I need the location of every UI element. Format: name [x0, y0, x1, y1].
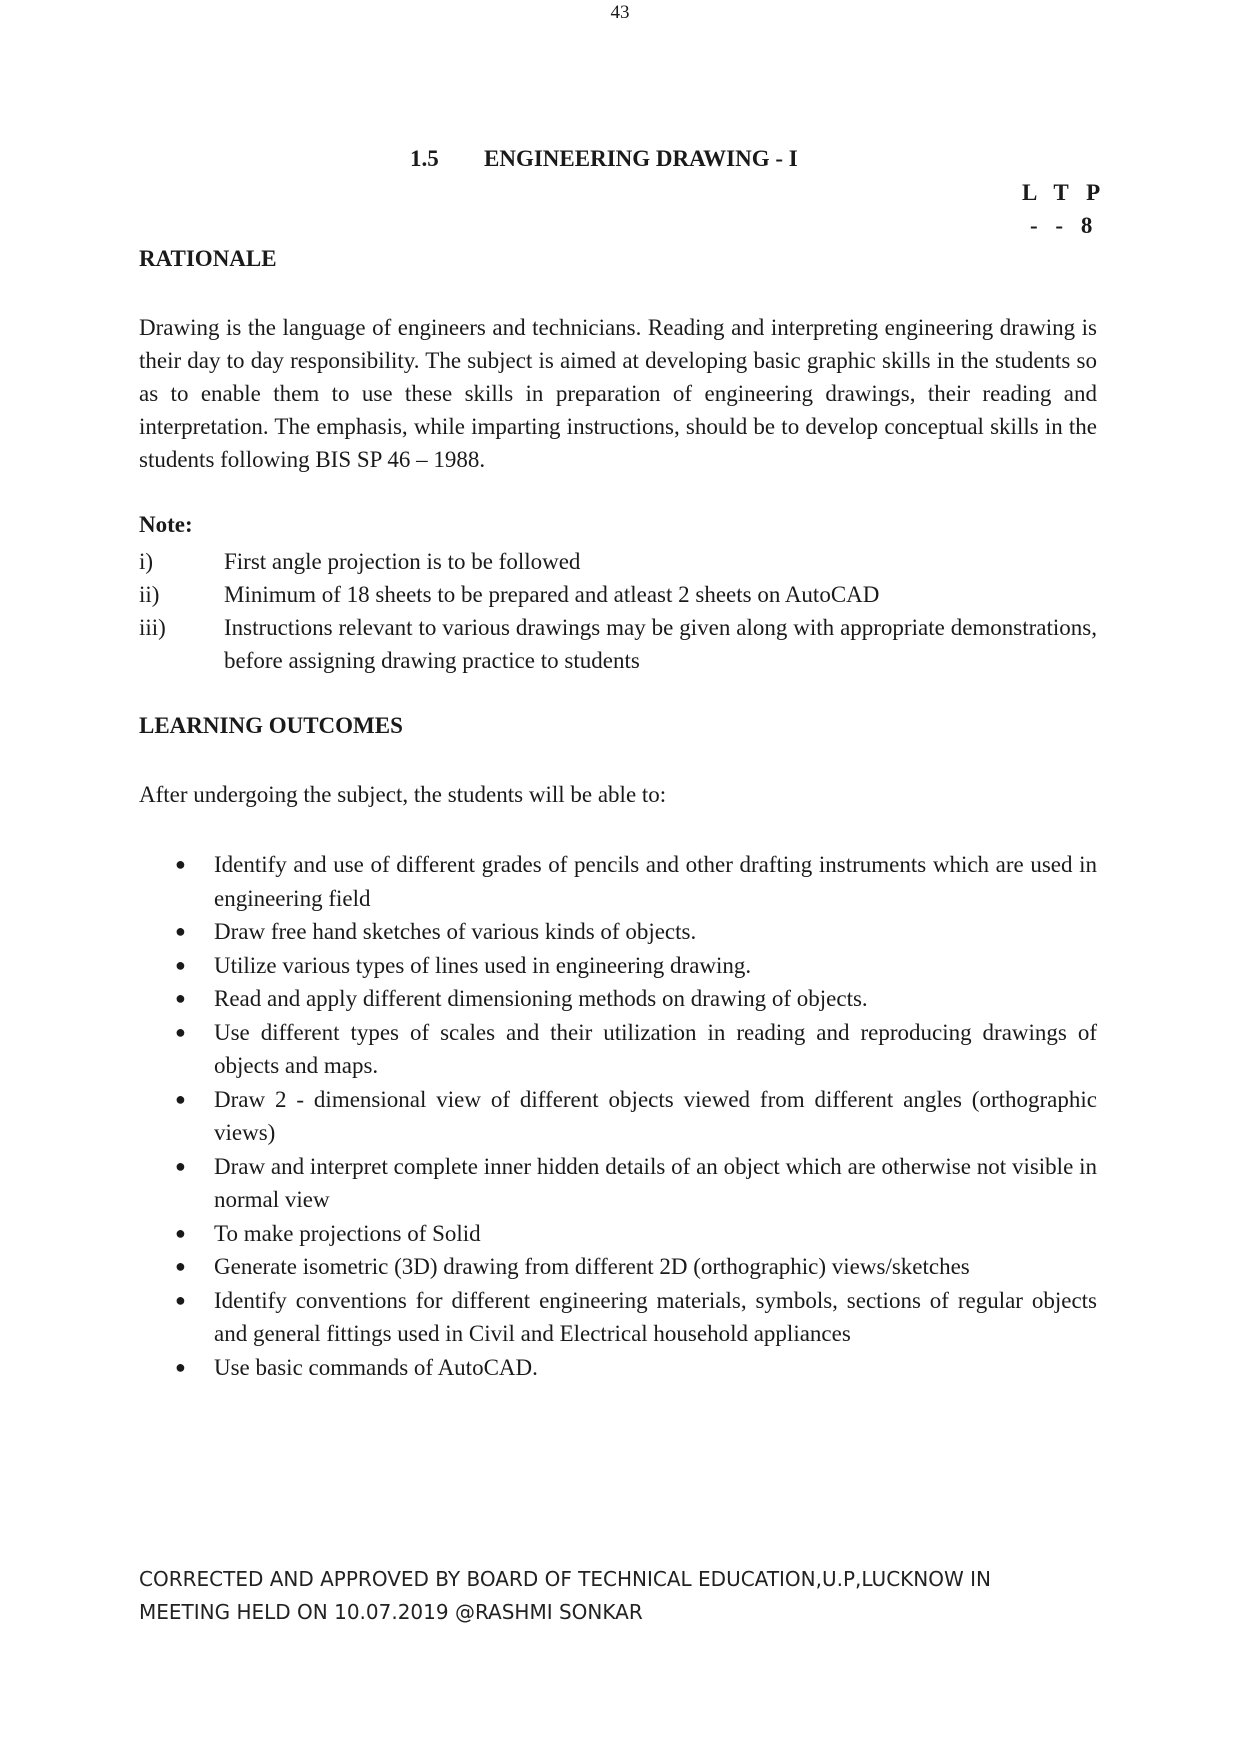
- note-text: Minimum of 18 sheets to be prepared and atleast 2 sheets on AutoCAD: [224, 582, 880, 607]
- outcome-text: Generate isometric (3D) drawing from different 2D (orthographic) views/sketches: [214, 1254, 970, 1279]
- outcome-text: To make projections of Solid: [214, 1220, 481, 1246]
- bullet-icon: ●: [175, 1155, 186, 1176]
- outcome-text: Identify and use of different grades of pencils and other drafting instruments which are used in engineering field: [214, 852, 1097, 911]
- note-marker: iii): [139, 615, 166, 640]
- list-item: [139, 1250, 1097, 1284]
- bullet-icon: ●: [175, 1356, 186, 1377]
- list-item: [139, 1217, 1097, 1251]
- bullet-icon: ●: [175, 1088, 186, 1109]
- page-number: 43: [610, 2, 630, 23]
- note-marker: i): [139, 549, 154, 574]
- outcome-text: Use basic commands of AutoCAD.: [214, 1354, 538, 1380]
- bullet-icon: ●: [175, 1256, 186, 1276]
- list-item: [139, 1351, 1097, 1385]
- rationale-paragraph: Drawing is the language of engineers and technicians. Reading and interpreting engineering drawing is their day to day responsibility. The subject is aimed at developing basic graphic skills in the students so as to enable them to use these skills in preparation of engineering drawings, their reading and interpretation. The emphasis, while imparting instructions, should be to develop conceptual skills in the students following BIS SP 46 – 1988.: [139, 315, 1097, 472]
- note-text: Instructions relevant to various drawings may be given along with appropriate demonstrations, before assigning drawing practice to students: [224, 615, 1097, 673]
- section-name: ENGINEERING DRAWING - I: [484, 146, 798, 171]
- footer-approval-note: [139, 1563, 991, 1629]
- note-label: Note:: [139, 512, 193, 537]
- section-title: [410, 146, 798, 172]
- outcome-text: Read and apply different dimensioning methods on drawing of objects.: [214, 986, 868, 1011]
- learning-outcomes-list: [139, 848, 1097, 1384]
- outcome-text: Draw free hand sketches of various kinds of objects.: [214, 919, 697, 944]
- outcome-text: Use different types of scales and their utilization in reading and reproducing drawings of objects and maps.: [214, 1019, 1097, 1078]
- list-item: [139, 1083, 1097, 1150]
- bullet-icon: ●: [175, 954, 186, 975]
- list-item: [139, 982, 1097, 1016]
- ltp-values: - - 8: [1030, 213, 1099, 238]
- note-list: [139, 545, 1097, 677]
- section-number: 1.5: [410, 146, 439, 171]
- bullet-icon: ●: [175, 854, 186, 874]
- bullet-icon: ●: [175, 1222, 186, 1243]
- outcome-text: Draw 2 - dimensional view of different objects viewed from different angles (orthographic views): [214, 1086, 1097, 1145]
- list-item: [139, 1150, 1097, 1217]
- outcome-text: Utilize various types of lines used in engineering drawing.: [214, 952, 752, 978]
- outcome-text: Draw and interpret complete inner hidden details of an object which are otherwise not visible in normal view: [214, 1153, 1097, 1212]
- list-item: [139, 848, 1097, 915]
- list-item: [139, 949, 1097, 983]
- rationale-heading: RATIONALE: [139, 246, 277, 271]
- note-text: First angle projection is to be followed: [224, 549, 581, 574]
- note-item: [139, 611, 1097, 677]
- note-marker: ii): [139, 582, 160, 607]
- bullet-icon: ●: [175, 1289, 186, 1310]
- footer-line-2: MEETING HELD ON 10.07.2019 @RASHMI SONKAR: [139, 1600, 643, 1624]
- outcome-text: Identify conventions for different engineering materials, symbols, sections of regular objects and general fittings used in Civil and Electrical household appliances: [214, 1287, 1097, 1346]
- footer-line-1: CORRECTED AND APPROVED BY BOARD OF TECHNICAL EDUCATION,U.P,LUCKNOW IN: [139, 1567, 991, 1591]
- learning-outcomes-heading: LEARNING OUTCOMES: [139, 713, 403, 738]
- note-item: [139, 545, 1097, 578]
- bullet-icon: ●: [175, 988, 186, 1008]
- list-item: [139, 915, 1097, 949]
- bullet-icon: ●: [175, 921, 186, 941]
- ltp-header: L T P: [1022, 180, 1107, 205]
- learning-outcomes-intro: After undergoing the subject, the students will be able to:: [139, 782, 667, 807]
- list-item: [139, 1016, 1097, 1083]
- list-item: [139, 1284, 1097, 1351]
- bullet-icon: ●: [175, 1021, 186, 1042]
- note-item: [139, 578, 1097, 611]
